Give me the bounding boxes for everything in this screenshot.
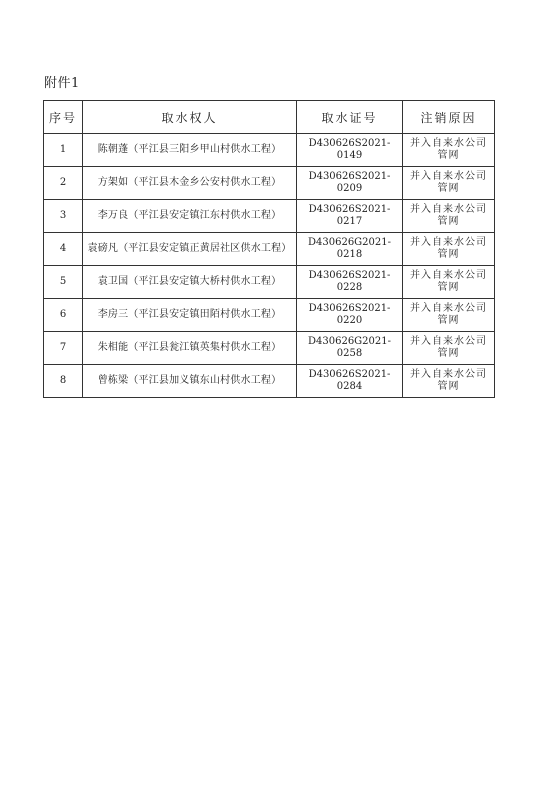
cell-no: 6 (44, 299, 83, 332)
cell-no: 3 (44, 200, 83, 233)
cell-permit: D430626S2021-0149 (297, 134, 403, 167)
cell-holder: 李万良（平江县安定镇江东村供水工程） (83, 200, 297, 233)
table-row (44, 299, 495, 332)
cell-reason: 并入自来水公司管网 (403, 134, 495, 167)
cancellation-table (43, 100, 495, 398)
cell-permit: D430626S2021-0209 (297, 167, 403, 200)
cell-holder: 朱相能（平江县瓮江镇英集村供水工程） (83, 332, 297, 365)
cell-permit: D430626S2021-0228 (297, 266, 403, 299)
cell-reason: 并入自来水公司管网 (403, 299, 495, 332)
cell-permit: D430626G2021-0218 (297, 233, 403, 266)
cell-holder: 李房三（平江县安定镇田陌村供水工程） (83, 299, 297, 332)
cell-no: 8 (44, 365, 83, 398)
cell-permit: D430626G2021-0258 (297, 332, 403, 365)
header-no: 序号 (44, 101, 83, 134)
table-row (44, 266, 495, 299)
cell-reason: 并入自来水公司管网 (403, 167, 495, 200)
cell-reason: 并入自来水公司管网 (403, 233, 495, 266)
cell-no: 2 (44, 167, 83, 200)
header-reason: 注销原因 (403, 101, 495, 134)
cell-no: 7 (44, 332, 83, 365)
table-row (44, 167, 495, 200)
cell-holder: 曾栋梁（平江县加义镇东山村供水工程） (83, 365, 297, 398)
cell-permit: D430626S2021-0217 (297, 200, 403, 233)
header-permit: 取水证号 (297, 101, 403, 134)
cell-holder: 袁卫国（平江县安定镇大桥村供水工程） (83, 266, 297, 299)
header-holder: 取水权人 (83, 101, 297, 134)
cell-reason: 并入自来水公司管网 (403, 365, 495, 398)
table-row (44, 365, 495, 398)
table-header-row (44, 101, 495, 134)
annex-label: 附件1 (44, 76, 80, 91)
cell-no: 4 (44, 233, 83, 266)
cell-no: 5 (44, 266, 83, 299)
cell-holder: 袁磅凡（平江县安定镇正黄居社区供水工程） (83, 233, 297, 266)
table-row (44, 200, 495, 233)
table-row (44, 134, 495, 167)
cell-reason: 并入自来水公司管网 (403, 332, 495, 365)
cell-reason: 并入自来水公司管网 (403, 200, 495, 233)
cell-holder: 陈朝蓬（平江县三阳乡甲山村供水工程） (83, 134, 297, 167)
cell-permit: D430626S2021-0284 (297, 365, 403, 398)
cell-permit: D430626S2021-0220 (297, 299, 403, 332)
cell-no: 1 (44, 134, 83, 167)
table-row (44, 233, 495, 266)
cell-holder: 方架如（平江县木金乡公安村供水工程） (83, 167, 297, 200)
cell-reason: 并入自来水公司管网 (403, 266, 495, 299)
table-row (44, 332, 495, 365)
